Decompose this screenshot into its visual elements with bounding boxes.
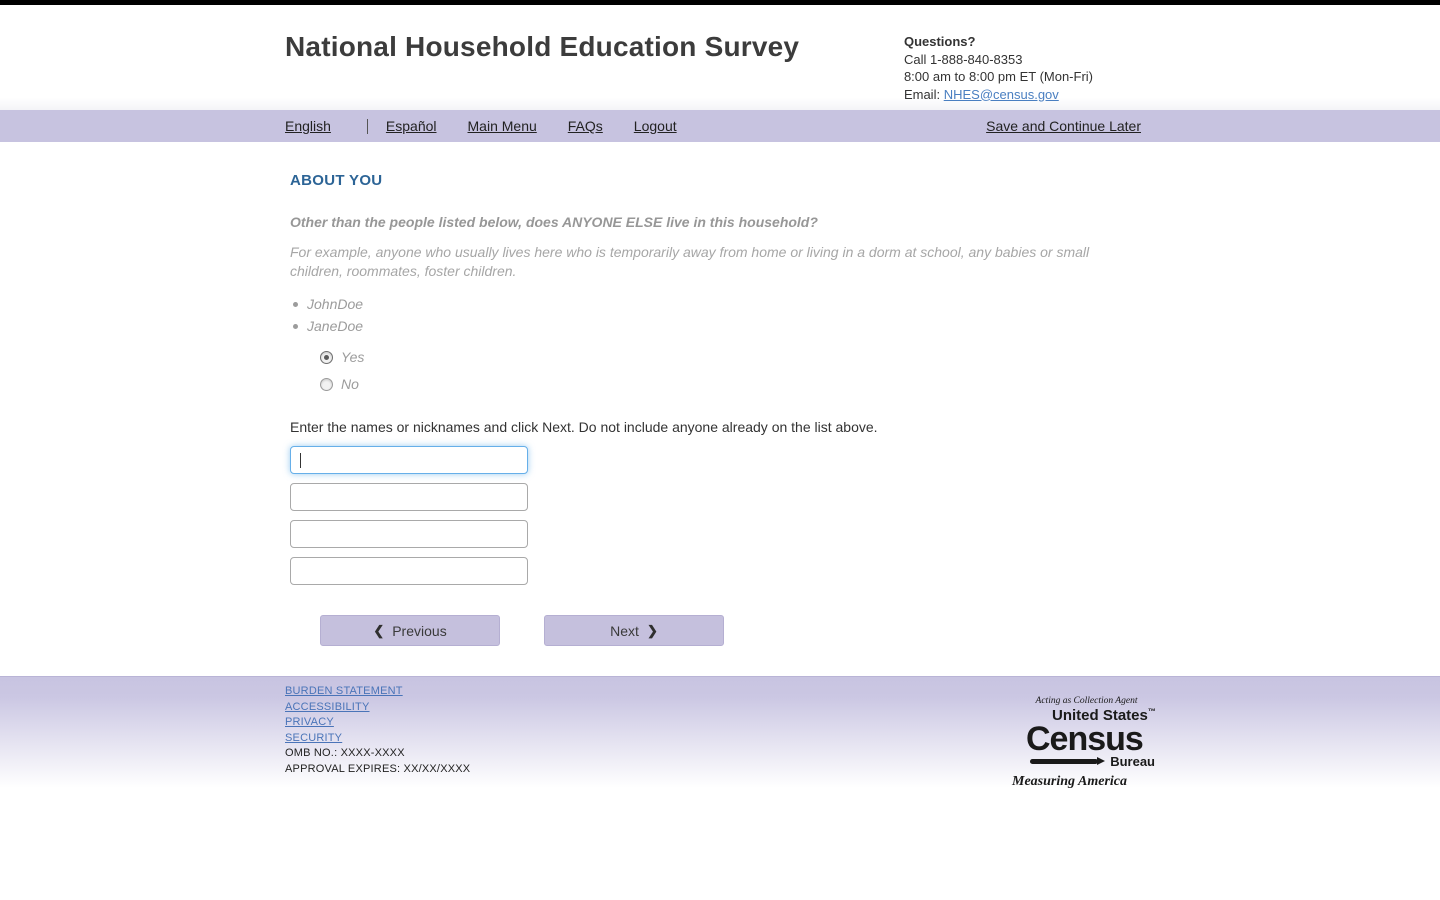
nav-link-english[interactable]: English — [285, 118, 331, 134]
name-input-1[interactable] — [290, 446, 528, 474]
bullet-icon — [293, 302, 298, 307]
radio-button-no[interactable] — [320, 378, 333, 391]
text-caret — [300, 453, 301, 468]
nav-link-main-menu[interactable]: Main Menu — [467, 118, 537, 134]
burden-statement-link[interactable]: BURDEN STATEMENT — [285, 685, 403, 697]
next-button-label: Next — [610, 622, 639, 639]
member-name: JohnDoe — [307, 296, 364, 312]
household-member-item — [290, 296, 1155, 312]
trademark-symbol: ™ — [1147, 707, 1156, 716]
nav-bar — [0, 110, 1440, 142]
main-content — [0, 142, 1440, 676]
radio-label-no: No — [341, 376, 359, 392]
contact-info — [904, 33, 1093, 103]
example-text: For example, anyone who usually lives here who is temporarily away from home or living in a dorm at school, any babies or small children, roommates, foster children. — [290, 244, 1090, 279]
button-row — [320, 615, 1155, 676]
name-input-3[interactable] — [290, 520, 528, 548]
census-wordmark: Census — [1026, 720, 1143, 758]
arrow-bar-icon — [1030, 759, 1098, 764]
measuring-america-tagline: Measuring America — [1012, 774, 1127, 789]
nav-link-espanol[interactable]: Español — [385, 118, 437, 134]
name-input-wrap-2 — [290, 483, 528, 511]
name-input-wrap-3 — [290, 520, 528, 548]
chevron-right-icon: ❯ — [646, 622, 658, 638]
footer-links — [285, 684, 470, 746]
questions-heading: Questions? — [903, 34, 976, 49]
privacy-link[interactable]: PRIVACY — [285, 716, 334, 728]
header — [0, 5, 1440, 110]
approval-expires: APPROVAL EXPIRES: XX/XX/XXXX — [285, 762, 471, 775]
previous-button[interactable] — [320, 615, 500, 646]
email-link[interactable]: NHES@census.gov — [943, 86, 1059, 102]
hours-line: 8:00 am to 8:00 pm ET (Mon-Fri) — [903, 69, 1093, 84]
radio-button-yes[interactable] — [320, 351, 333, 364]
bullet-icon — [293, 324, 298, 329]
chevron-left-icon: ❮ — [373, 622, 385, 638]
section-title: ABOUT YOU — [290, 172, 383, 189]
security-link[interactable]: SECURITY — [285, 731, 343, 744]
phone-line: Call 1-888-840-8353 — [903, 51, 1023, 67]
instruction-text: Enter the names or nicknames and click Next. Do not include anyone already on the list above. — [290, 419, 878, 435]
nav-link-logout[interactable]: Logout — [633, 118, 677, 134]
name-input-wrap-1 — [290, 446, 528, 474]
bureau-text: Bureau — [1110, 754, 1155, 769]
nav-link-faqs[interactable]: FAQs — [567, 118, 603, 134]
question-text: Other than the people listed below, does ANYONE ELSE live in this household? — [290, 214, 818, 230]
member-name: JaneDoe — [307, 318, 364, 334]
collection-agent-tagline: Acting as Collection Agent — [1035, 696, 1138, 706]
anyone-else-radio-group — [320, 349, 1155, 392]
email-line — [904, 86, 1093, 104]
radio-option-no[interactable] — [320, 376, 1155, 392]
previous-button-label: Previous — [392, 622, 447, 639]
census-bureau-logo — [1012, 684, 1156, 790]
name-inputs — [290, 446, 1155, 585]
footer — [0, 676, 1440, 788]
email-label: Email: — [903, 86, 941, 102]
nav-divider — [367, 119, 368, 134]
radio-option-yes[interactable] — [320, 349, 1155, 365]
name-input-4[interactable] — [290, 557, 528, 585]
next-button[interactable] — [544, 615, 724, 646]
household-member-item — [290, 318, 1155, 334]
name-input-wrap-4 — [290, 557, 528, 585]
name-input-2[interactable] — [290, 483, 528, 511]
united-states-text: United States™ — [1052, 707, 1156, 724]
accessibility-link[interactable]: ACCESSIBILITY — [285, 700, 370, 713]
save-and-continue-link[interactable]: Save and Continue Later — [986, 118, 1141, 134]
omb-number: OMB NO.: XXXX-XXXX — [285, 747, 405, 759]
footer-left — [285, 684, 470, 790]
page-title: National Household Education Survey — [285, 31, 800, 62]
radio-label-yes: Yes — [341, 349, 365, 365]
